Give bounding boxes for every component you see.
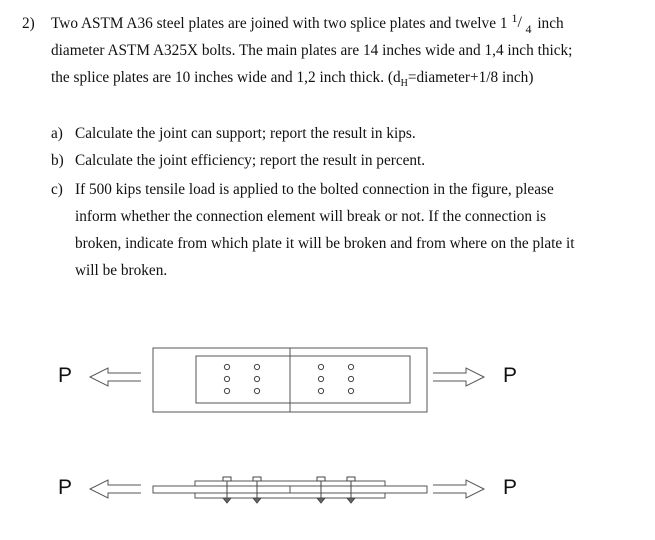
arrow-right-bottom (433, 480, 484, 498)
main-plate-left-plan (153, 348, 290, 412)
bolt-side (317, 477, 325, 503)
fraction-slash: / (517, 14, 522, 31)
question-c-line-4: will be broken. (75, 262, 168, 279)
fraction-numerator: 1 (511, 11, 518, 25)
problem-number: 2) (22, 15, 35, 32)
splice-plate-top-side (195, 481, 385, 486)
splice-plate-bottom-side (195, 493, 385, 498)
problem-line-2: diameter ASTM A325X bolts. The main plates are 14 inches wide and 1,4 inch thick; (51, 42, 573, 59)
bolt-hole (254, 364, 259, 369)
bolt-side (223, 477, 231, 503)
arrow-left-bottom (90, 480, 141, 498)
bolt-hole (224, 364, 229, 369)
fraction-denominator: 4 (525, 22, 532, 36)
bolt-hole (348, 376, 353, 381)
bolt-side (253, 477, 261, 503)
question-c-line-1: If 500 kips tensile load is applied to the bolted connection in the figure, please (75, 181, 554, 198)
bolt-hole (224, 388, 229, 393)
load-label-bottom-left: P (58, 476, 73, 499)
problem-line-1-unit: inch (537, 15, 564, 32)
bolt-hole (254, 376, 259, 381)
problem-line-1-text: Two ASTM A36 steel plates are joined with two splice plates and twelve 1 (51, 15, 508, 32)
bolt-hole (348, 364, 353, 369)
splice-plate-plan (196, 356, 410, 403)
main-plate-right-plan (290, 348, 427, 412)
question-a-label: a) (51, 125, 63, 142)
main-plate-left-side (153, 486, 290, 493)
bolt-side (347, 477, 355, 503)
bolt-hole (348, 388, 353, 393)
question-b-text: Calculate the joint efficiency; report the result in percent. (75, 152, 426, 169)
bolt-hole (318, 376, 323, 381)
bolt-hole (318, 388, 323, 393)
question-c-line-2: inform whether the connection element will break or not. If the connection is (75, 208, 547, 225)
main-plate-right-side (290, 486, 427, 493)
bolt-hole (254, 388, 259, 393)
question-c-label: c) (51, 181, 63, 198)
question-a-text: Calculate the joint can support; report the result in kips. (75, 125, 416, 142)
load-label-top-left: P (58, 364, 73, 387)
problem-line-3-tail: =diameter+1/8 inch) (407, 69, 534, 86)
bolt-hole (318, 364, 323, 369)
bolt-hole (224, 376, 229, 381)
load-label-top-right: P (503, 364, 518, 387)
problem-line-3-subscript: H (400, 78, 408, 90)
arrow-right-top (433, 368, 484, 386)
problem-line-3-text: the splice plates are 10 inches wide and 1,2 inch thick. (d (51, 69, 401, 86)
load-label-bottom-right: P (503, 476, 518, 499)
question-b-label: b) (51, 152, 64, 169)
question-c-line-3: broken, indicate from which plate it will be broken and from where on the plate it (75, 235, 575, 252)
arrow-left-top (90, 368, 141, 386)
